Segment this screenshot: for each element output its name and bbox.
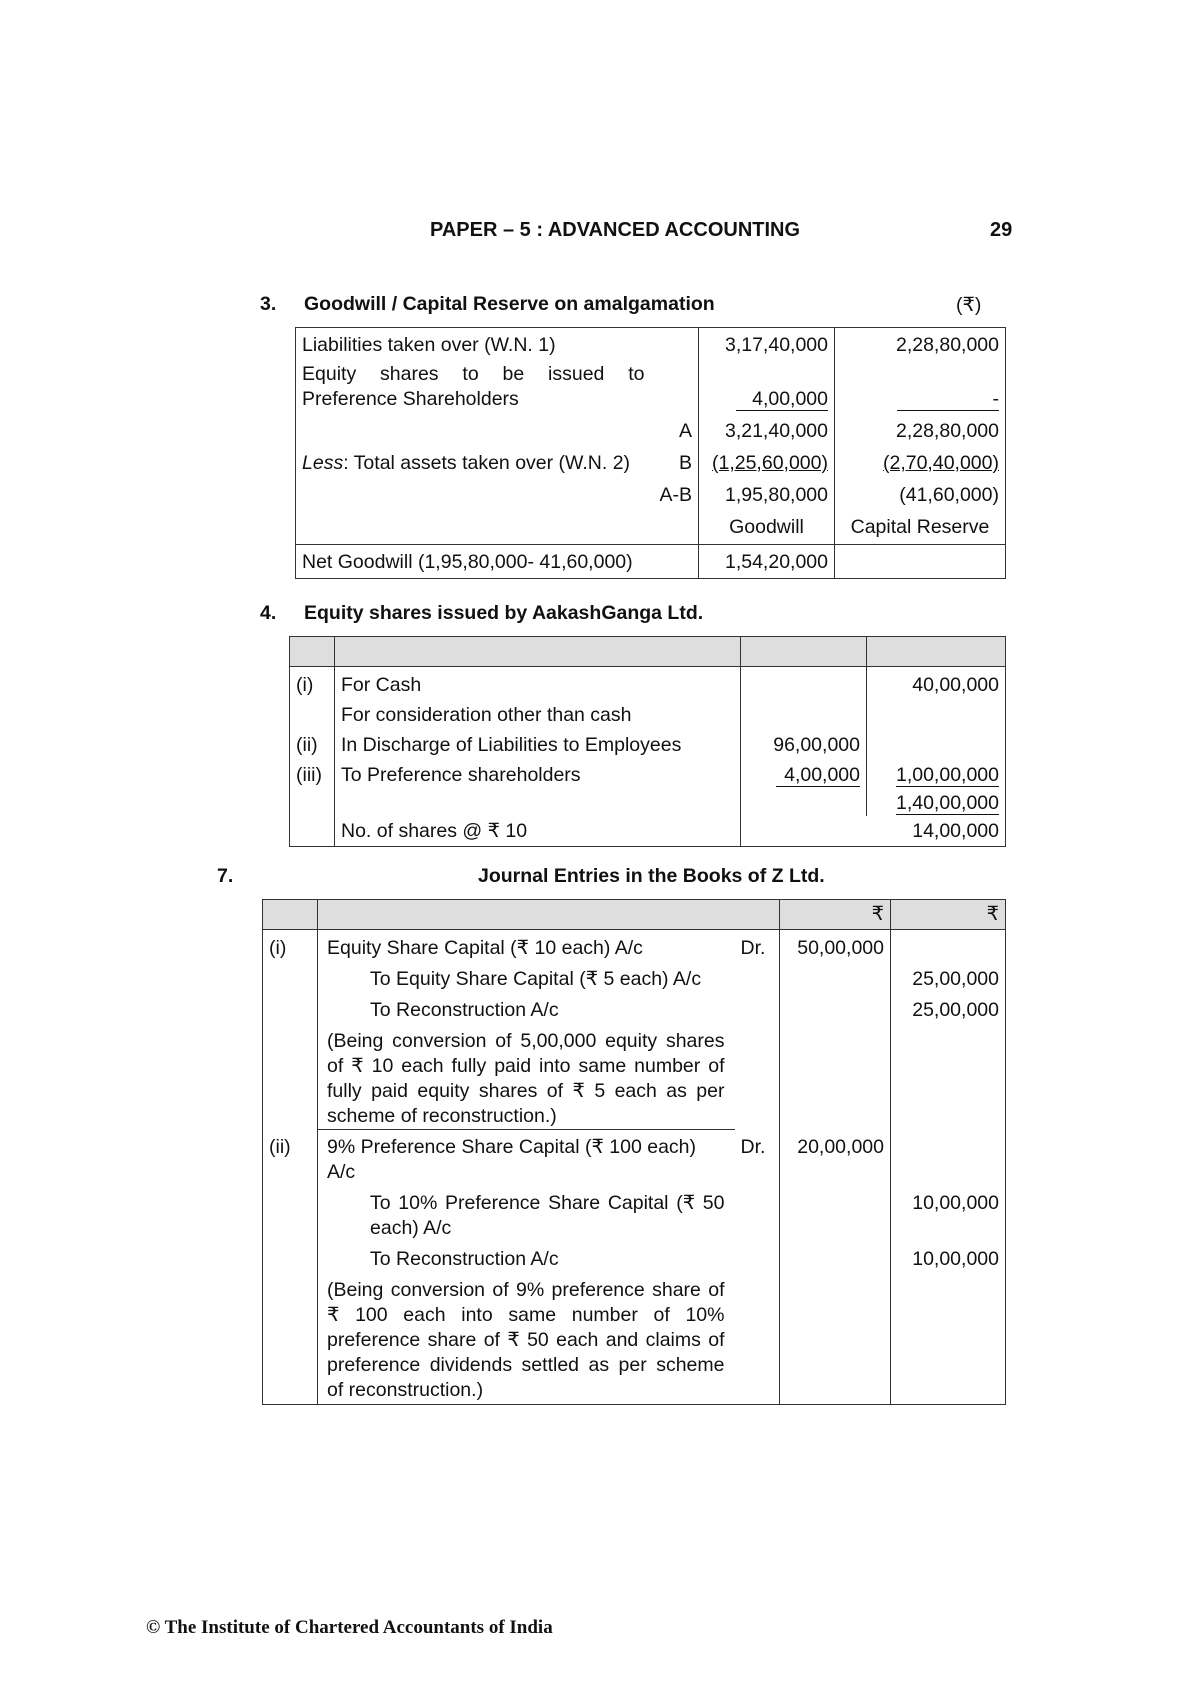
less-prefix: Less xyxy=(302,452,344,474)
credit-amount: 10,00,000 xyxy=(912,1248,999,1270)
section-4-title: Equity shares issued by AakashGanga Ltd. xyxy=(304,602,704,624)
capital-reserve-label: Capital Reserve xyxy=(850,516,990,538)
debit-amount-header: ₹ xyxy=(780,900,891,930)
amount-cell: 1,95,80,000 xyxy=(699,476,835,508)
amount-cell: 4,00,000 xyxy=(736,388,828,411)
table-header-row xyxy=(263,900,1006,930)
journal-entry-row xyxy=(263,1185,1006,1241)
goodwill-label: Goodwill xyxy=(699,508,835,545)
credit-account: To Equity Share Capital (₹ 5 each) A/c xyxy=(370,968,702,990)
section-3-number: 3. xyxy=(260,293,277,315)
credit-amount-header: ₹ xyxy=(891,900,1006,930)
table-row xyxy=(290,758,1006,788)
page-number: 29 xyxy=(990,219,1013,241)
page-header-title: PAPER – 5 : ADVANCED ACCOUNTING xyxy=(430,219,801,241)
table-row xyxy=(296,508,1006,545)
row-tag: B xyxy=(651,444,699,476)
narration: (Being conversion of 9% preference share of ₹ 100 each into same number of 10% preference share of ₹ 50 each and claims of preference dividends settled as per scheme of reconstruction.) xyxy=(327,1279,725,1401)
amount-cell: 2,28,80,000 xyxy=(895,420,999,442)
journal-entry-row xyxy=(263,992,1006,1023)
debit-amount: 20,00,000 xyxy=(780,1130,891,1186)
journal-entry-row xyxy=(263,961,1006,992)
credit-amount: 10,00,000 xyxy=(912,1192,999,1214)
section-7-number: 7. xyxy=(217,865,234,887)
row-description: No. of shares @ ₹ 10 xyxy=(335,816,741,847)
credit-account: To Reconstruction A/c xyxy=(370,999,559,1021)
row-number: (iii) xyxy=(290,758,335,788)
row-label: Net Goodwill (1,95,80,000- 41,60,000) xyxy=(296,545,651,579)
journal-entry-row xyxy=(263,930,1006,962)
net-goodwill-amount: 1,54,20,000 xyxy=(699,545,835,579)
no-of-shares: 14,00,000 xyxy=(912,820,999,842)
amount-cell: 2,28,80,000 xyxy=(895,334,999,356)
journal-table xyxy=(262,899,1006,1405)
narration: (Being conversion of 5,00,000 equity shares of ₹ 10 each fully paid into same number of fully paid equity shares of ₹ 5 each as per scheme of reconstruction.) xyxy=(318,1023,735,1130)
amount-cell: 40,00,000 xyxy=(912,674,999,696)
amount-cell: (2,70,40,000) xyxy=(882,452,999,474)
section-7-title: Journal Entries in the Books of Z Ltd. xyxy=(478,865,825,887)
amount-cell: (1,25,60,000) xyxy=(699,444,835,476)
row-number: (i) xyxy=(290,667,335,699)
journal-entry-row xyxy=(263,1272,1006,1405)
table-header-row xyxy=(290,637,1006,667)
amount-cell: 1,00,00,000 xyxy=(895,764,999,786)
debit-account: 9% Preference Share Capital (₹ 100 each) A/c xyxy=(327,1136,697,1183)
table-row xyxy=(290,816,1006,847)
equity-shares-table xyxy=(289,636,1006,847)
table-row xyxy=(296,358,1006,412)
credit-amount: 25,00,000 xyxy=(912,968,999,990)
table-row xyxy=(296,444,1006,476)
debit-amount: 50,00,000 xyxy=(780,930,891,962)
row-label: Equity shares to be issued to Preference Shareholders xyxy=(302,363,645,410)
table-row xyxy=(296,412,1006,444)
table-row xyxy=(296,545,1006,579)
row-tag: A xyxy=(651,412,699,444)
row-description: To Preference shareholders xyxy=(335,758,741,788)
table-row xyxy=(290,698,1006,728)
row-description: For Cash xyxy=(335,667,741,699)
currency-label: (₹) xyxy=(956,294,982,316)
footer-copyright: © The Institute of Chartered Accountants of India xyxy=(146,1617,553,1638)
table-row xyxy=(290,728,1006,758)
amount-cell: 3,21,40,000 xyxy=(699,412,835,444)
dr-label: Dr. xyxy=(735,930,780,962)
row-number: (ii) xyxy=(290,728,335,758)
amount-cell: 4,00,000 xyxy=(776,764,860,787)
row-tag: A-B xyxy=(651,476,699,508)
journal-entry-row xyxy=(263,1130,1006,1186)
amount-cell: - xyxy=(897,388,999,411)
amount-cell: 96,00,000 xyxy=(773,734,860,756)
section-3-title: Goodwill / Capital Reserve on amalgamation xyxy=(304,293,715,315)
debit-account: Equity Share Capital (₹ 10 each) A/c xyxy=(327,937,643,959)
amount-cell: 3,17,40,000 xyxy=(699,328,835,359)
section-4-number: 4. xyxy=(260,602,277,624)
table-row xyxy=(296,328,1006,359)
total-amount: 1,40,00,000 xyxy=(895,792,999,814)
table-row xyxy=(290,788,1006,816)
credit-account: To 10% Preference Share Capital (₹ 50 each) A/c xyxy=(370,1192,725,1239)
credit-amount: 25,00,000 xyxy=(912,999,999,1021)
table-row xyxy=(296,476,1006,508)
row-label: Liabilities taken over (W.N. 1) xyxy=(302,334,556,356)
row-description: In Discharge of Liabilities to Employees xyxy=(335,728,741,758)
row-label: Less: Total assets taken over (W.N. 2) xyxy=(302,452,631,474)
amount-cell: (41,60,000) xyxy=(899,484,999,506)
entry-number: (i) xyxy=(263,930,318,962)
row-description: For consideration other than cash xyxy=(335,698,741,728)
dr-label: Dr. xyxy=(735,1130,780,1186)
credit-account: To Reconstruction A/c xyxy=(370,1248,559,1270)
journal-entry-row xyxy=(263,1023,1006,1130)
table-row xyxy=(290,667,1006,699)
journal-entry-row xyxy=(263,1241,1006,1272)
entry-number: (ii) xyxy=(263,1130,318,1186)
goodwill-table xyxy=(295,327,1006,579)
